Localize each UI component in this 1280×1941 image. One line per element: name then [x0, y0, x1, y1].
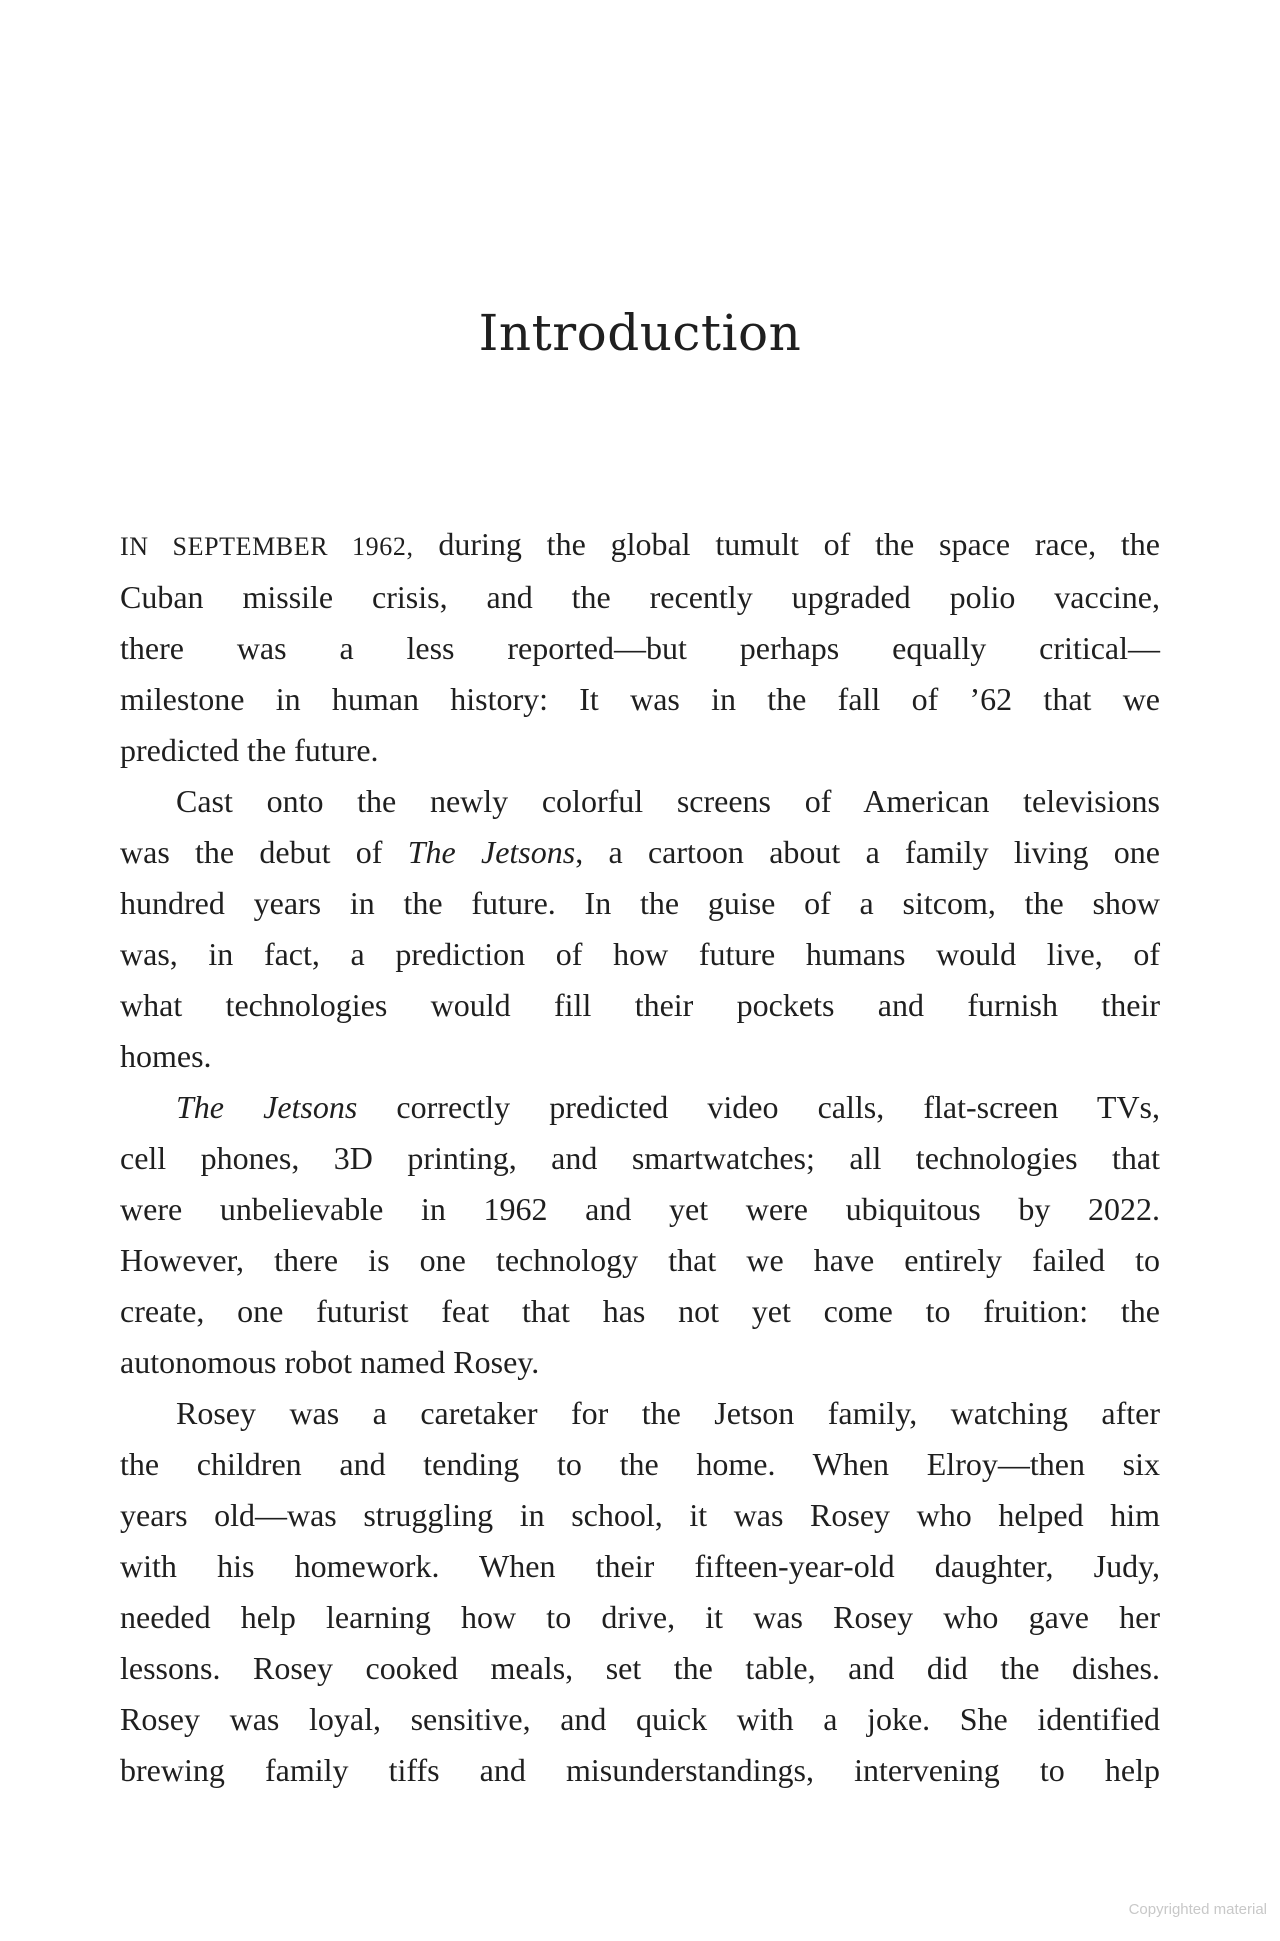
text-line: milestone in human history: It was in the fall of ’62 that we — [120, 681, 1160, 717]
text-line: there was a less reported—but perhaps equally critical— — [120, 630, 1160, 666]
text-line: create, one futurist feat that has not yet come to fruition: the — [120, 1293, 1160, 1329]
text-line: were unbelievable in 1962 and yet were ubiquitous by 2022. — [120, 1191, 1160, 1227]
text-line: hundred years in the future. In the guise of a sitcom, the show — [120, 885, 1160, 921]
text-line: with his homework. When their fifteen-year-old daughter, Judy, — [120, 1548, 1160, 1584]
text-line: homes. — [120, 1038, 212, 1074]
text-line: Rosey was loyal, sensitive, and quick with a joke. She identified — [120, 1701, 1160, 1737]
text-line: predicted the future. — [120, 732, 379, 768]
text-line: However, there is one technology that we have entirely failed to — [120, 1242, 1160, 1278]
text-line: what technologies would fill their pockets and furnish their — [120, 987, 1160, 1023]
text-line: autonomous robot named Rosey. — [120, 1344, 540, 1380]
page-title: Introduction — [478, 304, 802, 362]
text-line: cell phones, 3D printing, and smartwatches; all technologies that — [120, 1140, 1160, 1176]
text-line: the children and tending to the home. When Elroy—then six — [120, 1446, 1160, 1482]
copyright-watermark: Copyrighted material — [1128, 1901, 1267, 1918]
text-line: needed help learning how to drive, it was Rosey who gave her — [120, 1599, 1160, 1635]
text-line: lessons. Rosey cooked meals, set the table, and did the dishes. — [120, 1650, 1160, 1686]
text-line: Cast onto the newly colorful screens of American televisions — [176, 783, 1160, 819]
text-line: Rosey was a caretaker for the Jetson family, watching after — [176, 1395, 1160, 1431]
text-line: The Jetsons correctly predicted video calls, flat-screen TVs, — [176, 1089, 1160, 1125]
body-text — [120, 519, 1160, 1796]
text-line: IN SEPTEMBER 1962, during the global tumult of the space race, the — [120, 526, 1161, 562]
text-line: brewing family tiffs and misunderstandings, intervening to help — [120, 1752, 1160, 1788]
text-line: Cuban missile crisis, and the recently upgraded polio vaccine, — [120, 579, 1160, 615]
text-line: was, in fact, a prediction of how future humans would live, of — [120, 936, 1160, 972]
text-line: was the debut of The Jetsons, a cartoon about a family living one — [120, 834, 1161, 870]
text-line: years old—was struggling in school, it was Rosey who helped him — [120, 1497, 1160, 1533]
